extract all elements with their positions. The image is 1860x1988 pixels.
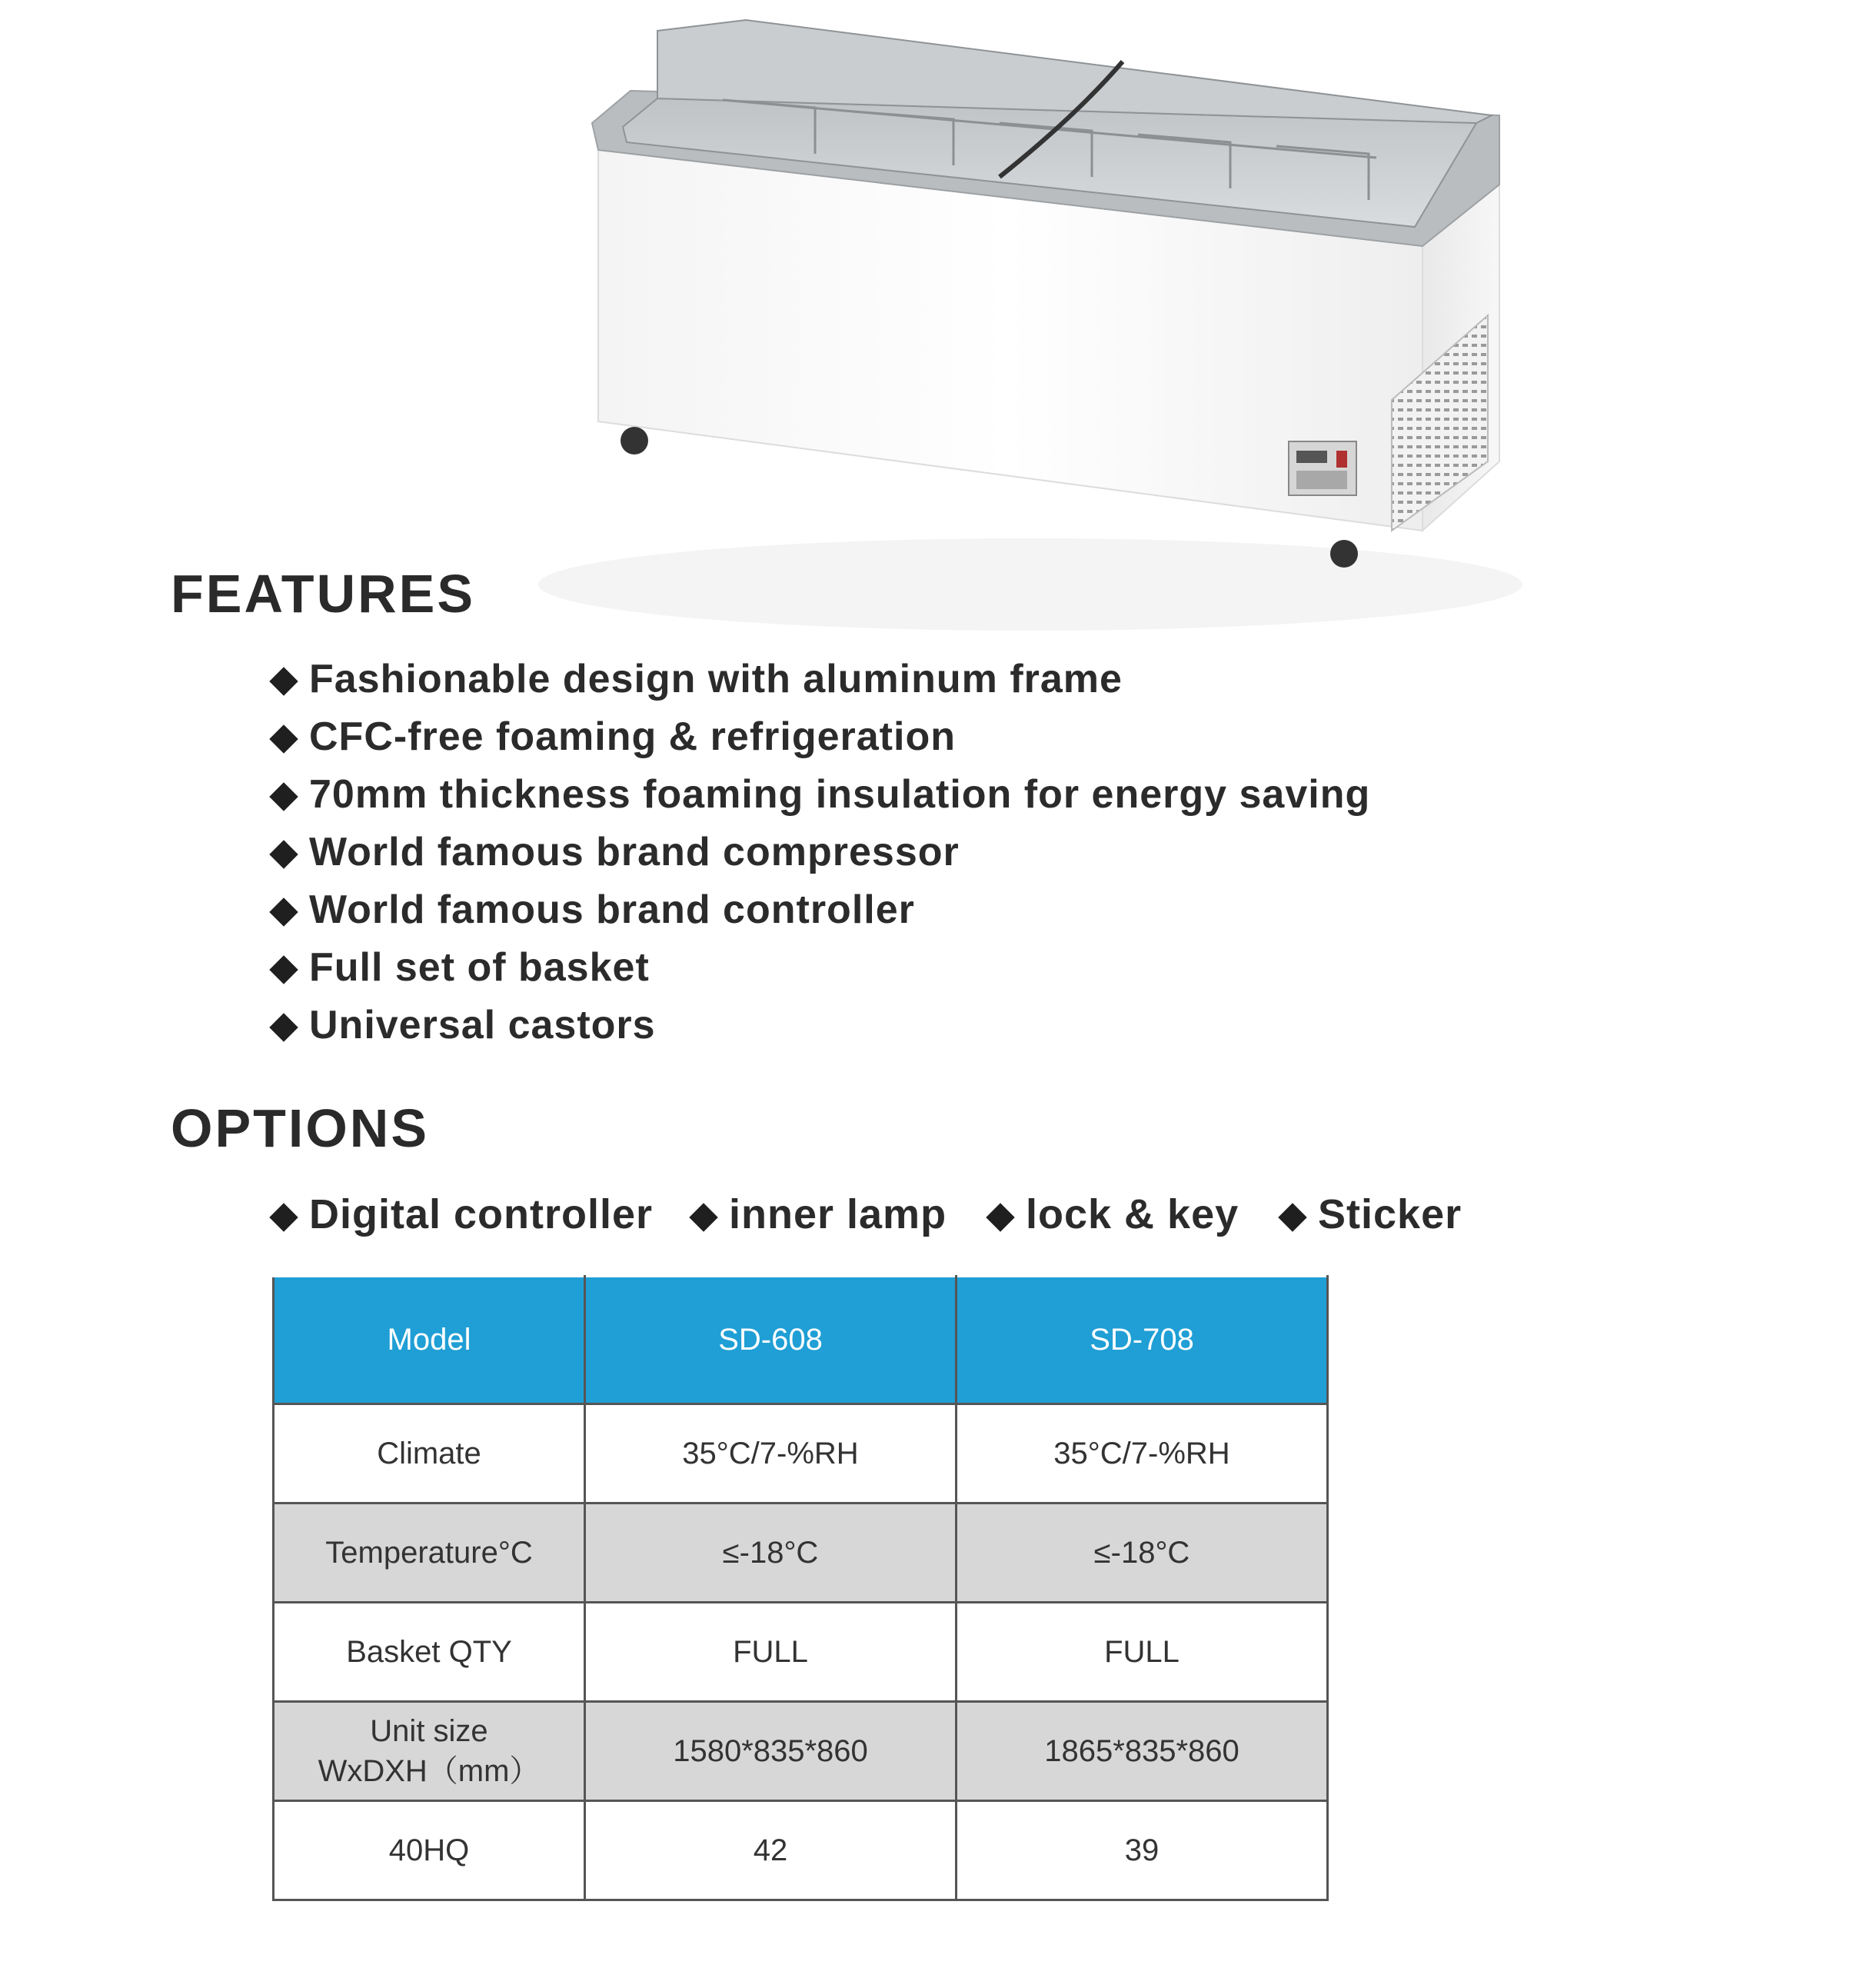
table-row: [274, 1503, 1328, 1603]
table-cell: FULL: [585, 1603, 957, 1702]
header-sd-608: SD-608: [585, 1277, 957, 1404]
table-cell: 39: [957, 1801, 1328, 1900]
table-row: [274, 1801, 1328, 1900]
table-cell: ≤-18°C: [957, 1503, 1328, 1603]
options-heading: OPTIONS: [171, 1098, 430, 1158]
table-row: [274, 1603, 1328, 1702]
table-cell: 35°C/7-%RH: [585, 1404, 957, 1503]
feature-item: Fashionable design with aluminum frame: [271, 651, 1370, 708]
features-heading: FEATURES: [171, 564, 476, 624]
row-label: Basket QTY: [274, 1603, 585, 1702]
options-list: [271, 1186, 1462, 1244]
header-sd-708: SD-708: [957, 1277, 1328, 1404]
header-model: Model: [274, 1277, 585, 1404]
table-cell: 1865*835*860: [957, 1702, 1328, 1801]
table-header-row: [274, 1277, 1328, 1404]
table-cell: ≤-18°C: [585, 1503, 957, 1603]
row-label: [274, 1702, 585, 1801]
row-label: 40HQ: [274, 1801, 585, 1900]
table-cell: 42: [585, 1801, 957, 1900]
diamond-bullet-icon: [689, 1203, 718, 1232]
table-cell: 1580*835*860: [585, 1702, 957, 1801]
diamond-bullet-icon: [269, 782, 298, 811]
diamond-bullet-icon: [269, 955, 298, 984]
diamond-bullet-icon: [269, 724, 298, 754]
feature-item: Full set of basket: [271, 939, 1370, 997]
feature-item: CFC-free foaming & refrigeration: [271, 708, 1370, 766]
spec-table: [272, 1275, 1329, 1901]
unit-size-dims-label: WxDXH（mm）: [318, 1754, 541, 1788]
diamond-bullet-icon: [269, 1203, 298, 1232]
feature-item: World famous brand controller: [271, 881, 1370, 939]
features-list: [271, 651, 1370, 1054]
row-label: Climate: [274, 1404, 585, 1503]
diamond-bullet-icon: [269, 840, 298, 869]
diamond-bullet-icon: [269, 667, 298, 696]
diamond-bullet-icon: [1278, 1203, 1307, 1232]
diamond-bullet-icon: [269, 1013, 298, 1042]
table-cell: FULL: [957, 1603, 1328, 1702]
feature-item: 70mm thickness foaming insulation for energy saving: [271, 766, 1370, 824]
feature-item: Universal castors: [271, 997, 1370, 1054]
option-item: Digital controller: [271, 1186, 690, 1244]
table-cell: 35°C/7-%RH: [957, 1404, 1328, 1503]
feature-item: World famous brand compressor: [271, 824, 1370, 881]
freezer-image: [492, 0, 1522, 669]
row-label: Temperature°C: [274, 1503, 585, 1603]
diamond-bullet-icon: [986, 1203, 1015, 1232]
unit-size-label: Unit size: [370, 1714, 488, 1748]
table-row: [274, 1702, 1328, 1801]
table-row: [274, 1404, 1328, 1503]
option-item: inner lamp: [690, 1186, 987, 1244]
option-item: lock & key: [987, 1186, 1279, 1244]
option-item: Sticker: [1279, 1186, 1462, 1244]
diamond-bullet-icon: [269, 897, 298, 927]
